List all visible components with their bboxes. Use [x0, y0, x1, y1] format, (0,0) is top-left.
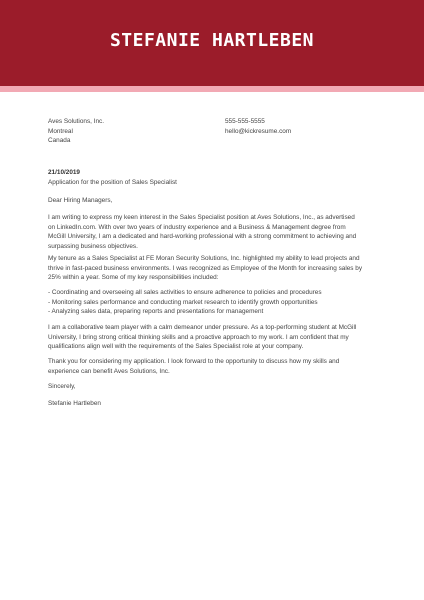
sender-email: hello@kickresume.com	[225, 127, 292, 135]
list-item: - Monitoring sales performance and conducting market research to identify growth opportunities	[48, 298, 318, 306]
list-item: - Analyzing sales data, preparing reports and presentations for management	[48, 308, 264, 315]
paragraph-line: My tenure as a Sales Specialist at FE Moran Security Solutions, Inc. highlighted my ability to lead projects and	[48, 255, 360, 262]
recipient-city: Montreal	[48, 127, 73, 135]
paragraph-line: I am writing to express my keen interest in the Sales Specialist position at Aves Solutions, Inc., as advertised	[48, 214, 355, 221]
paragraph-teamwork	[48, 323, 383, 352]
paragraph-line: qualifications align well with the requirements of the Sales Specialist role at your company.	[48, 343, 304, 350]
recipient-country: Canada	[48, 137, 71, 144]
paragraph-experience	[48, 254, 383, 283]
sender-phone: 555-555-5555	[225, 118, 265, 125]
letter-date: 21/10/2019	[48, 169, 80, 176]
letter-subject: Application for the position of Sales Specialist	[48, 179, 177, 186]
paragraph-thanks	[48, 357, 383, 376]
header-banner	[0, 0, 424, 86]
list-item: - Coordinating and overseeing all sales activities to ensure adherence to policies and procedures	[48, 289, 322, 296]
paragraph-introduction	[48, 213, 383, 251]
paragraph-line: experience can benefit Aves Solutions, Inc.	[48, 367, 170, 375]
letter-greeting: Dear Hiring Managers,	[48, 197, 113, 204]
paragraph-line: surpassing business objectives.	[48, 242, 138, 250]
accent-stripe	[0, 86, 424, 92]
paragraph-line: McGill University, I am a dedicated and hard-working professional with a strong commitment to achieving and	[48, 233, 357, 240]
sender-contact	[225, 117, 385, 136]
letter-signature: Stefanie Hartleben	[48, 400, 101, 407]
responsibilities-list	[48, 288, 383, 317]
paragraph-line: on LinkedIn.com. With over two years of industry experience and a Business & Management degree from	[48, 223, 346, 231]
paragraph-line: Thank you for considering my application. I look forward to the opportunity to discuss how my skills and	[48, 358, 340, 365]
applicant-name: STEFANIE HARTLEBEN	[109, 30, 315, 51]
paragraph-line: 25% within a year. Some of my key responsibilities included:	[48, 274, 219, 281]
letter-closing: Sincerely,	[48, 383, 76, 390]
recipient-company: Aves Solutions, Inc.	[48, 118, 105, 125]
recipient-address	[48, 117, 208, 146]
paragraph-line: thrive in fast-paced business environments. I was recognized as Employee of the Month for increasing sales by	[48, 264, 363, 272]
paragraph-line: University, I bring strong critical thinking skills and a proactive approach to my work. I am confident that my	[48, 333, 349, 341]
paragraph-line: I am a collaborative team player with a calm demeanor under pressure. As a top-performing student at McGill	[48, 324, 357, 331]
